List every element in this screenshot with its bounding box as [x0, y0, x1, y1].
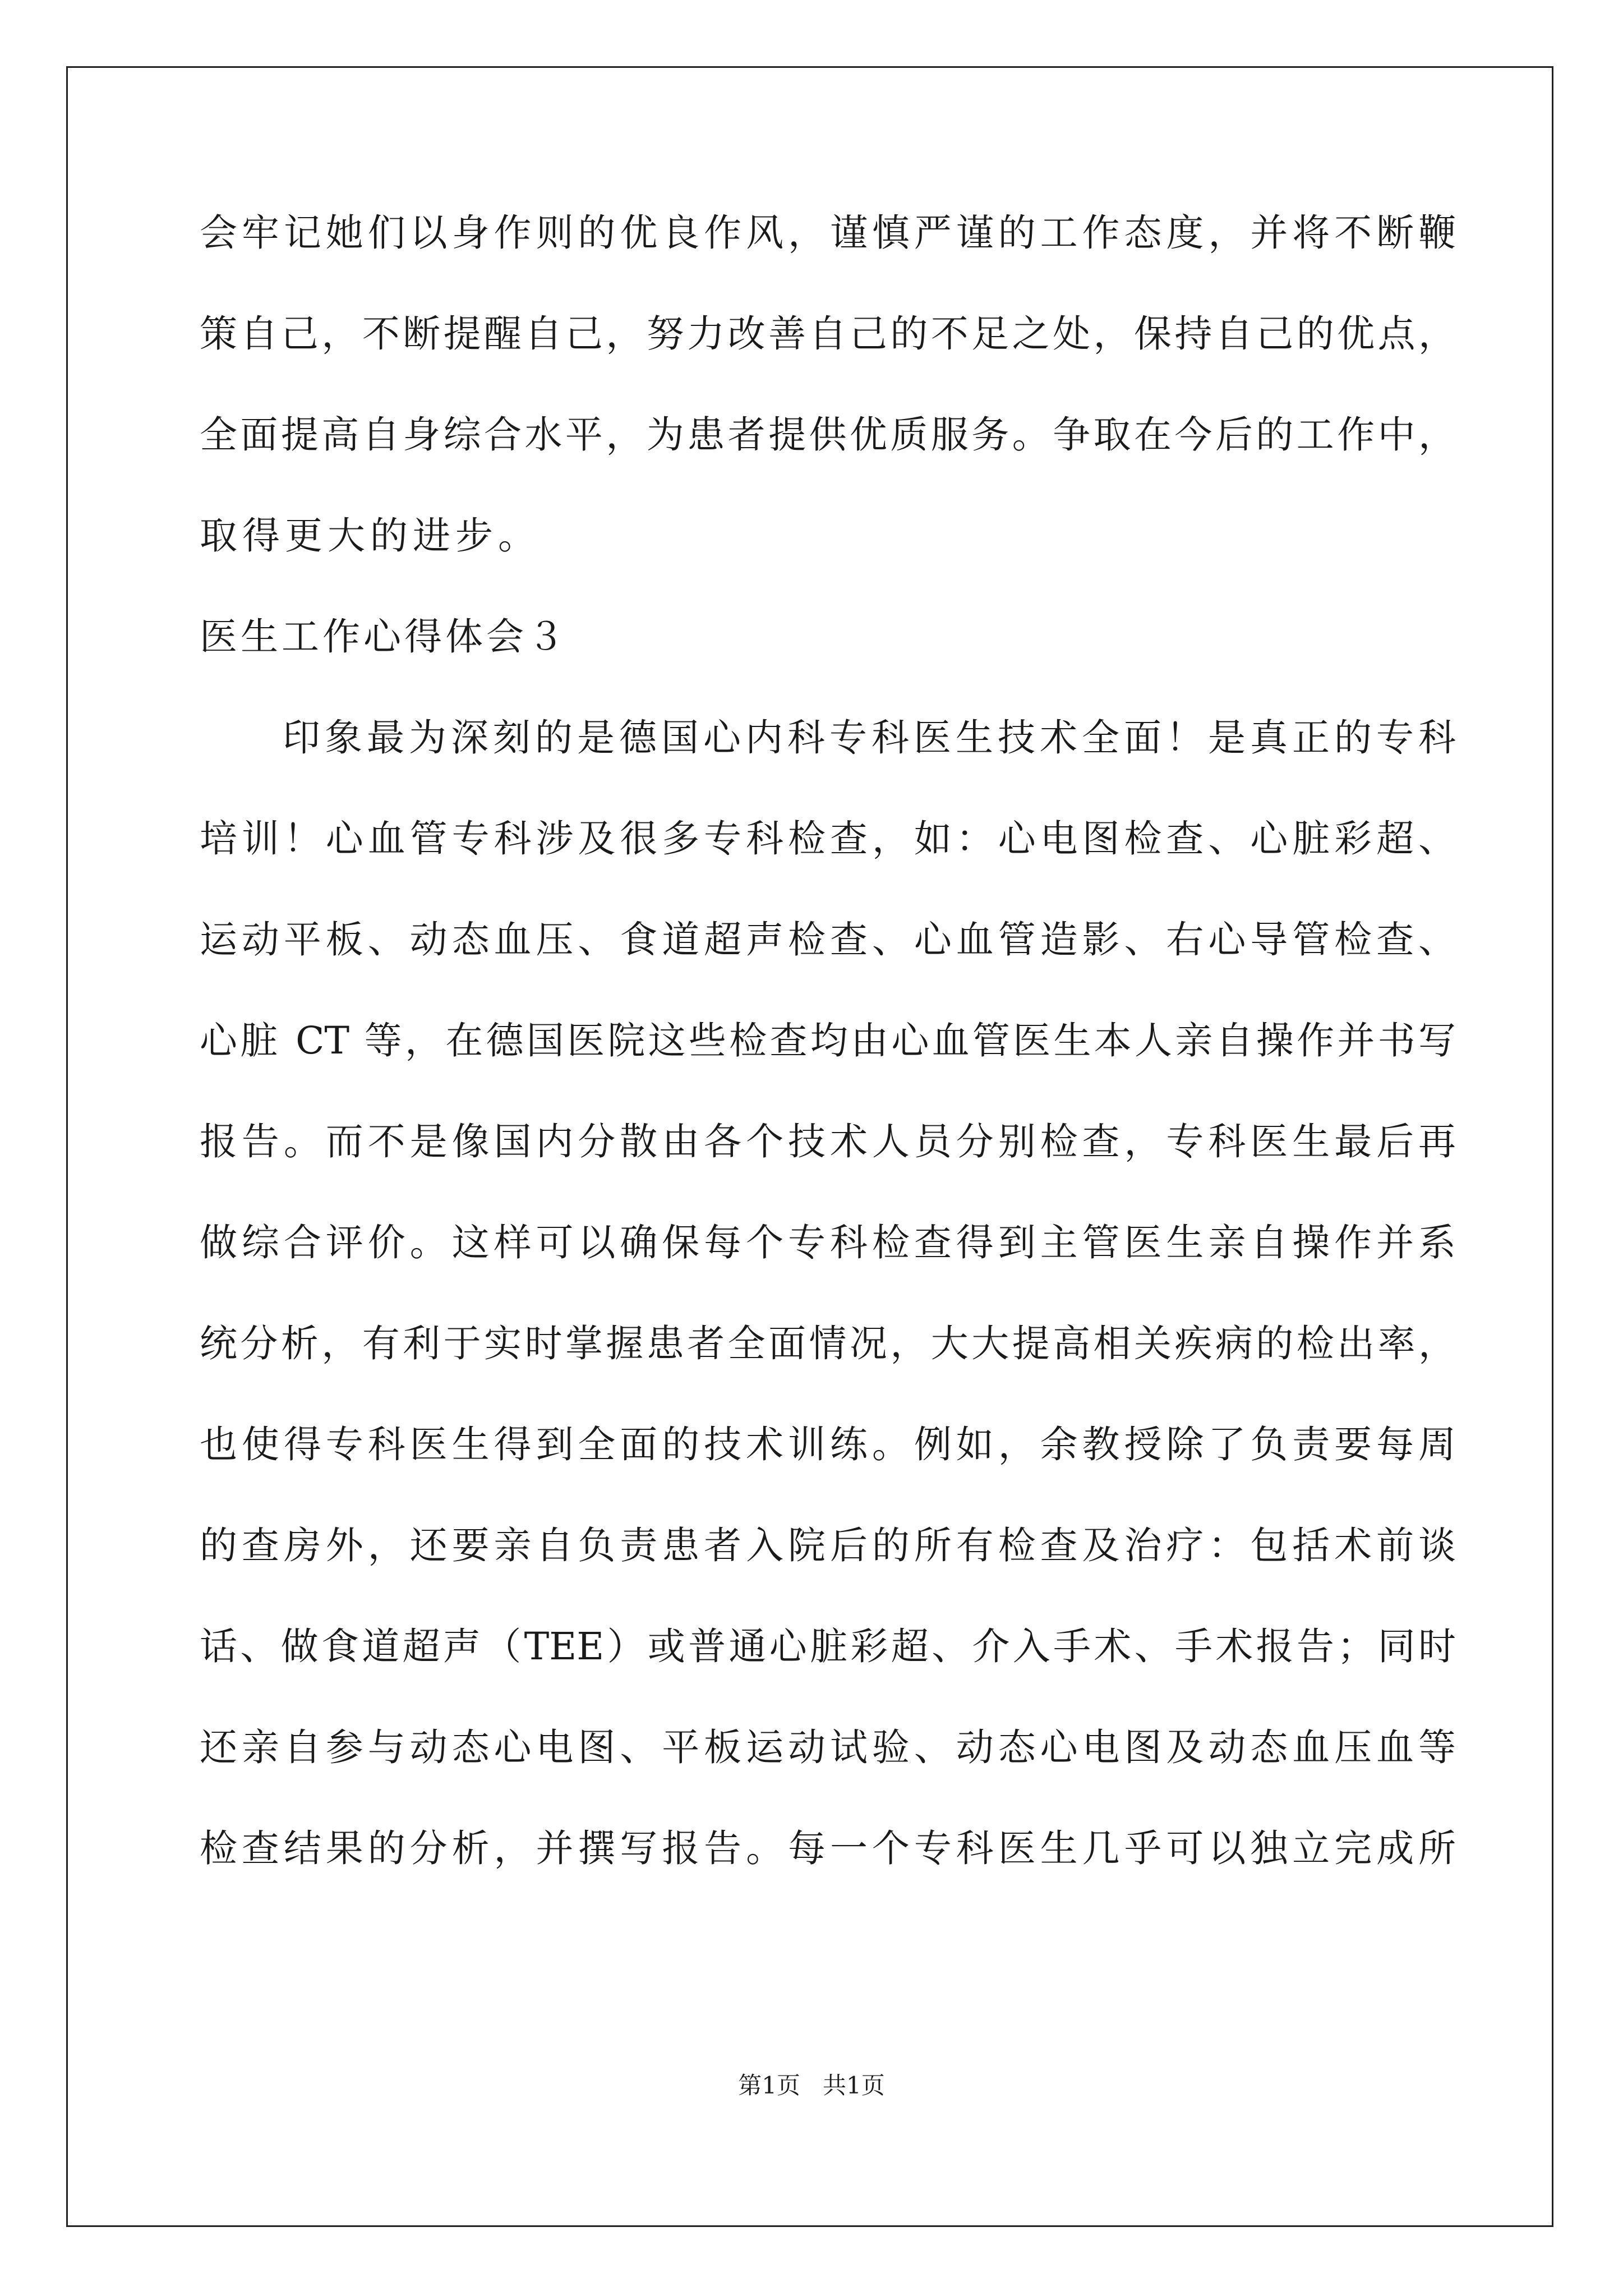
section-heading: 医生工作心得体会３: [200, 615, 568, 659]
body-text-line: 培训！心血管专科涉及很多专科检查，如：心电图检查、心脏彩超、: [200, 817, 1456, 861]
body-text-line: 也使得专科医生得到全面的技术训练。例如，余教授除了负责要每周: [200, 1423, 1456, 1466]
body-text-line: 报告。而不是像国内分散由各个技术人员分别检查，专科医生最后再: [200, 1120, 1456, 1163]
body-text-line: 全面提高自身综合水平，为患者提供优质服务。争取在今后的工作中，: [200, 413, 1456, 457]
body-text-line: 印象最为深刻的是德国心内科专科医生技术全面！是真正的专科: [283, 716, 1456, 760]
body-text-line: 策自己，不断提醒自己，努力改善自己的不足之处，保持自己的优点，: [200, 312, 1456, 356]
body-text-line: 话、做食道超声（TEE）或普通心脏彩超、介入手术、手术报告；同时: [200, 1625, 1456, 1668]
body-text-line: 运动平板、动态血压、食道超声检查、心血管造影、右心导管检查、: [200, 918, 1456, 961]
body-text-line: 统分析，有利于实时掌握患者全面情况，大大提高相关疾病的检出率，: [200, 1322, 1456, 1365]
body-text-line: 的查房外，还要亲自负责患者入院后的所有检查及治疗：包括术前谈: [200, 1524, 1456, 1567]
body-text-line: 做综合评价。这样可以确保每个专科检查得到主管医生亲自操作并系: [200, 1221, 1456, 1264]
body-text-line: 还亲自参与动态心电图、平板运动试验、动态心电图及动态血压血等: [200, 1726, 1456, 1769]
document-body: [200, 208, 1456, 1924]
body-text-line: 取得更大的进步。: [200, 514, 541, 558]
body-text-line: 心脏 CT 等，在德国医院这些检查均由心血管医生本人亲自操作并书写: [200, 1019, 1456, 1062]
body-text-line: 会牢记她们以身作则的优良作风，谨慎严谨的工作态度，并将不断鞭: [200, 211, 1456, 255]
body-text-line: 检查结果的分析，并撰写报告。每一个专科医生几乎可以独立完成所: [200, 1826, 1456, 1870]
page-footer: 第1页 共1页: [738, 2072, 885, 2099]
